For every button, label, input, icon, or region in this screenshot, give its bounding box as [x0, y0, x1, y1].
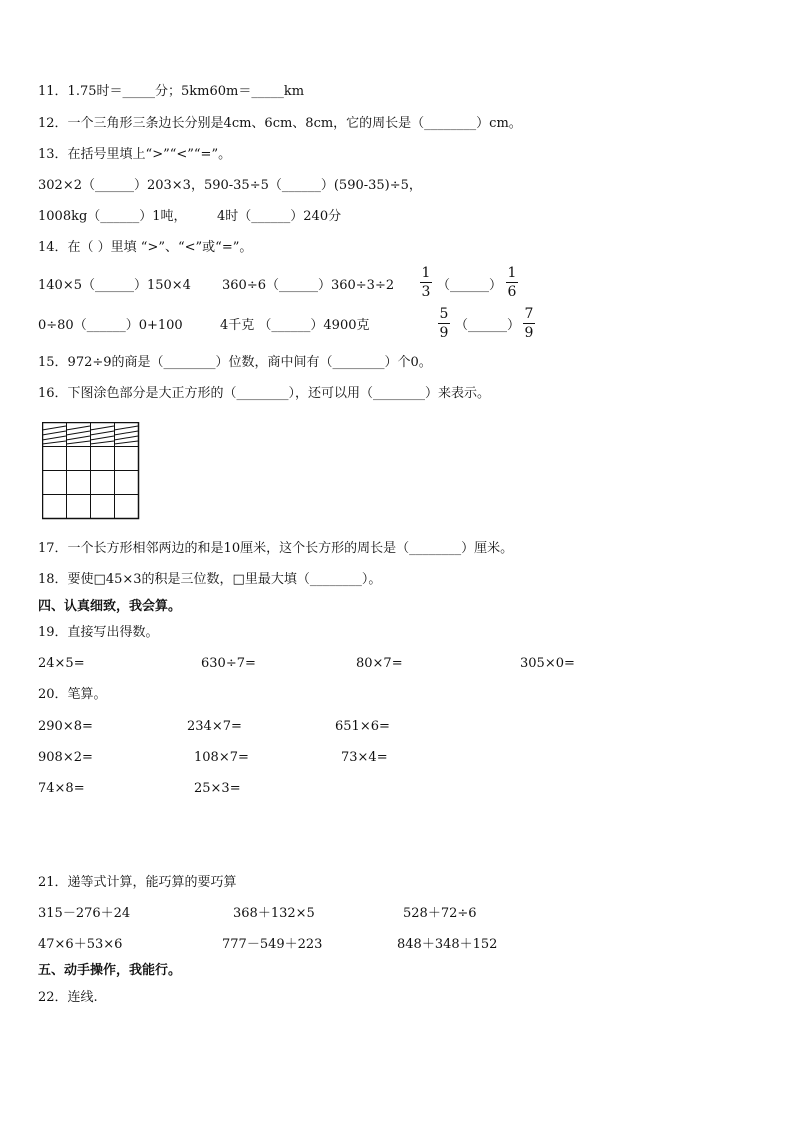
- question-14-c: （______）: [437, 278, 503, 293]
- question-14-f: （______）: [455, 318, 521, 333]
- question-22: 22．连线.: [38, 990, 98, 1005]
- q20-r2-item-3: 73×4=: [341, 750, 388, 765]
- q20-r1-item-1: 290×8=: [38, 719, 93, 734]
- question-14-a: 140×5（______）150×4: [38, 278, 191, 293]
- q21-r2-item-1: 47×6＋53×6: [38, 937, 123, 952]
- q19-item-4: 305×0=: [520, 656, 575, 671]
- q20-r1-item-3: 651×6=: [335, 719, 390, 734]
- question-14-e: 4千克 （______）4900克: [220, 318, 370, 333]
- q19-item-2: 630÷7=: [201, 656, 256, 671]
- fraction-5-9: 5 9: [439, 306, 449, 341]
- question-19: 19．直接写出得数。: [38, 625, 159, 640]
- question-14-d: 0÷80（______）0+100: [38, 318, 183, 333]
- question-13-row-2a: 1008kg（______）1吨，: [38, 209, 187, 224]
- q20-r3-item-1: 74×8=: [38, 781, 85, 796]
- question-16: 16．下图涂色部分是大正方形的（________），还可以用（________）来表示。: [38, 386, 491, 401]
- q20-r3-item-2: 25×3=: [194, 781, 241, 796]
- q19-item-1: 24×5=: [38, 656, 85, 671]
- question-12: 12．一个三角形三条边长分别是4cm、6cm、8cm，它的周长是（________）cm。: [38, 116, 522, 131]
- question-14-b: 360÷6（______）360÷3÷2: [222, 278, 395, 293]
- question-13: 13．在括号里填上“>”“<”“=”。: [38, 147, 232, 162]
- q21-r1-item-1: 315－276＋24: [38, 906, 131, 921]
- square-grid-figure: [42, 422, 142, 522]
- q20-r1-item-2: 234×7=: [187, 719, 242, 734]
- q21-r1-item-3: 528＋72÷6: [403, 906, 477, 921]
- section-4-heading: 四、认真细致，我会算。: [38, 599, 182, 614]
- question-14: 14．在（ ）里填 “>”、“<”或“=”。: [38, 240, 253, 255]
- q20-r2-item-2: 108×7=: [194, 750, 249, 765]
- q21-r2-item-3: 848＋348＋152: [397, 937, 498, 952]
- fraction-7-9: 7 9: [524, 306, 534, 341]
- fraction-1-6: 1 6: [507, 265, 517, 300]
- question-17: 17．一个长方形相邻两边的和是10厘米，这个长方形的周长是（________）厘米。: [38, 541, 514, 556]
- q20-r2-item-1: 908×2=: [38, 750, 93, 765]
- question-15: 15．972÷9的商是（________）位数，商中间有（________）个0。: [38, 355, 432, 370]
- section-5-heading: 五、动手操作，我能行。: [38, 963, 182, 978]
- question-11: 11．1.75时＝_____分；5km60m＝_____km: [38, 84, 305, 99]
- q21-r1-item-2: 368＋132×5: [233, 906, 315, 921]
- question-21: 21．递等式计算，能巧算的要巧算: [38, 875, 237, 890]
- fraction-1-3: 1 3: [421, 265, 431, 300]
- question-13-row-1: 302×2（______）203×3，590-35÷5（______）(590-35)÷5，: [38, 178, 422, 193]
- question-18: 18．要使□45×3的积是三位数，□里最大填（________）。: [38, 572, 382, 587]
- q21-r2-item-2: 777－549＋223: [222, 937, 323, 952]
- q19-item-3: 80×7=: [356, 656, 403, 671]
- question-13-row-2b: 4时（______）240分: [217, 209, 342, 224]
- question-20: 20．笔算。: [38, 687, 107, 702]
